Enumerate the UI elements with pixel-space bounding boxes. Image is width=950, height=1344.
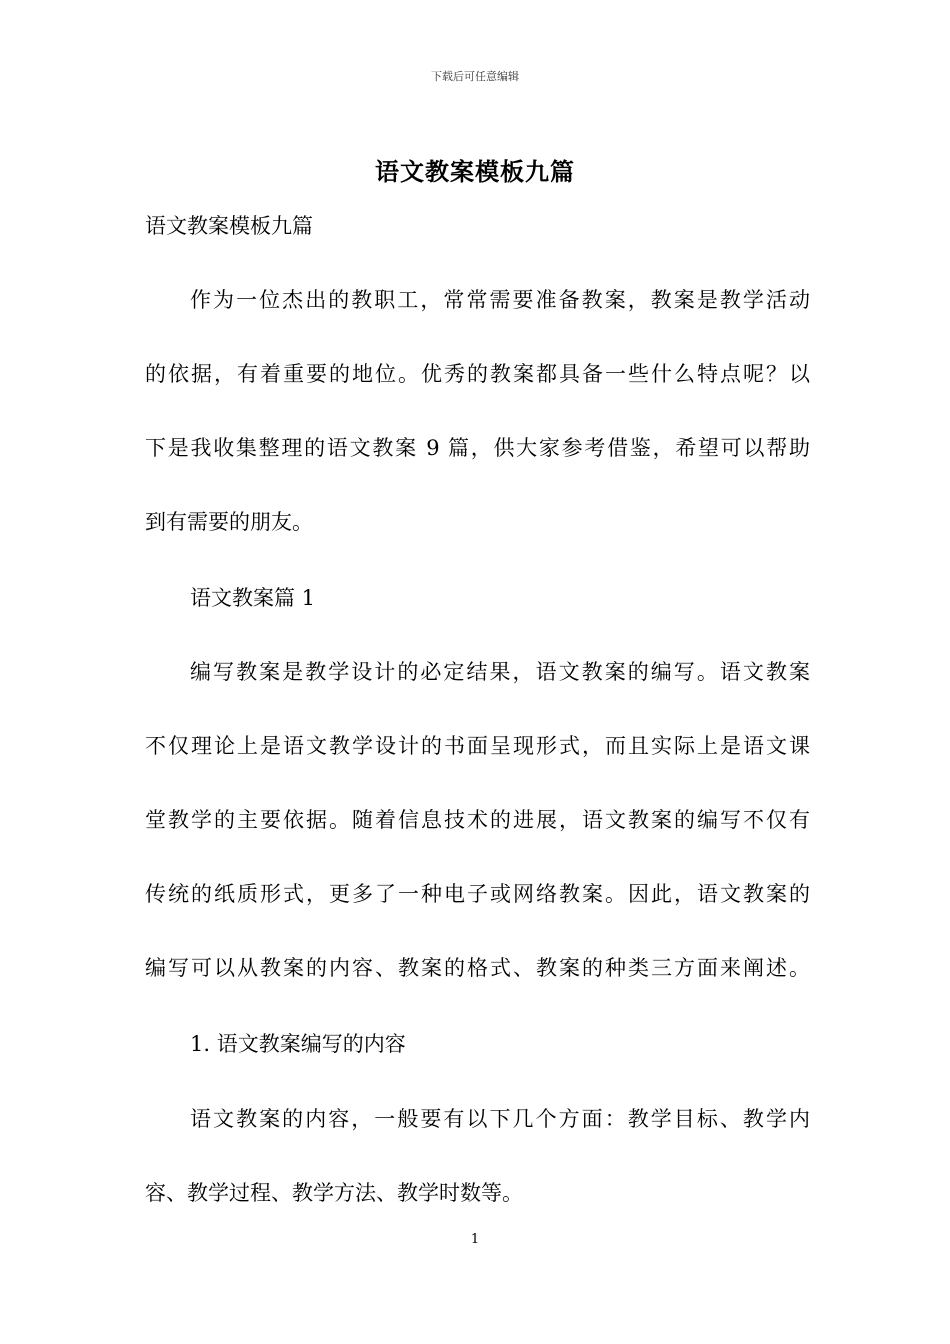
section-paragraph-line-5: 编写可以从教案的内容、教案的格式、教案的种类三方面来阐述。	[145, 956, 810, 980]
intro-line-2: 的依据，有着重要的地位。优秀的教案都具备一些什么特点呢？以	[145, 362, 810, 386]
intro-line-3: 下是我收集整理的语文教案 9 篇，供大家参考借鉴，希望可以帮助	[145, 436, 810, 460]
subsection-heading: 1. 语文教案编写的内容	[190, 1032, 406, 1056]
page-number: 1	[470, 1232, 480, 1247]
document-subtitle: 语文教案模板九篇	[145, 214, 313, 238]
section-heading: 语文教案篇 1	[190, 586, 316, 610]
header-note: 下载后可任意编辑	[431, 70, 519, 83]
document-title: 语文教案模板九篇	[375, 157, 575, 186]
intro-line-1: 作为一位杰出的教职工，常常需要准备教案，教案是教学活动	[190, 288, 810, 312]
section-paragraph-line-4: 传统的纸质形式，更多了一种电子或网络教案。因此，语文教案的	[145, 882, 810, 906]
section-paragraph-line-3: 堂教学的主要依据。随着信息技术的进展，语文教案的编写不仅有	[145, 808, 810, 832]
section-paragraph-line-1: 编写教案是教学设计的必定结果，语文教案的编写。语文教案	[190, 660, 810, 684]
subsection-paragraph-line-1: 语文教案的内容，一般要有以下几个方面：教学目标、教学内	[190, 1107, 810, 1131]
subsection-paragraph-line-2: 容、教学过程、教学方法、教学时数等。	[145, 1181, 523, 1205]
section-paragraph-line-2: 不仅理论上是语文教学设计的书面呈现形式，而且实际上是语文课	[145, 734, 810, 758]
intro-line-4: 到有需要的朋友。	[145, 510, 313, 534]
